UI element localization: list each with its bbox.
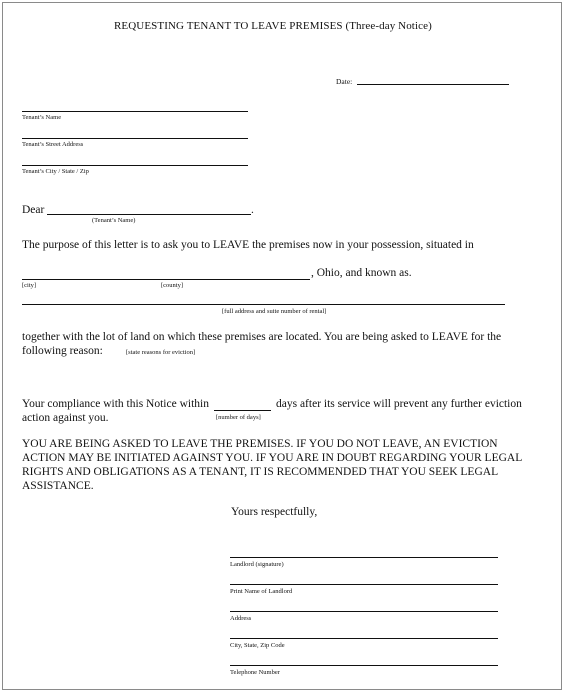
- tenant-name-label: Tenant’s Name: [22, 114, 62, 121]
- landlord-signature-label: Landlord (signature): [230, 561, 284, 568]
- compliance-line-2: action against you.: [22, 412, 109, 424]
- tenant-name-field[interactable]: [22, 111, 248, 112]
- warning-line-1: YOU ARE BEING ASKED TO LEAVE THE PREMISES. IF YOU DO NOT LEAVE, AN EVICTION: [22, 438, 498, 450]
- warning-line-2: ACTION MAY BE INITIATED AGAINST YOU. IF YOU ARE IN DOUBT REGARDING YOUR LEGAL: [22, 452, 523, 464]
- county-caption: [county]: [161, 282, 184, 289]
- landlord-signature-field[interactable]: [230, 557, 498, 558]
- together-line-1: together with the lot of land on which these premises are located. You are being asked to LEAVE for the: [22, 331, 502, 343]
- tenant-street-field[interactable]: [22, 138, 248, 139]
- compliance-text-1: Your compliance with this Notice within: [22, 398, 209, 410]
- together-line-2: following reason:: [22, 345, 103, 357]
- closing-text: Yours respectfully,: [231, 506, 318, 518]
- dear-salutation: Dear: [22, 204, 45, 216]
- landlord-address-label: Address: [230, 615, 252, 622]
- dear-caption: (Tenant’s Name): [92, 217, 136, 224]
- dear-name-field[interactable]: [47, 214, 251, 215]
- compliance-text-2: days after its service will prevent any further eviction: [276, 398, 522, 410]
- warning-line-4: ASSISTANCE.: [22, 480, 94, 492]
- city-county-field[interactable]: [22, 279, 310, 280]
- city-caption: [city]: [22, 282, 37, 289]
- date-field[interactable]: [357, 84, 509, 85]
- telephone-field[interactable]: [230, 665, 498, 666]
- purpose-text: The purpose of this letter is to ask you to LEAVE the premises now in your possession, situated in: [22, 239, 474, 251]
- tenant-street-label: Tenant’s Street Address: [22, 141, 84, 148]
- document-title: REQUESTING TENANT TO LEAVE PREMISES (Three-day Notice): [114, 20, 432, 32]
- tenant-city-label: Tenant’s City / State / Zip: [22, 168, 89, 175]
- print-name-label: Print Name of Landlord: [230, 588, 293, 595]
- address-caption: [full address and suite number of rental]: [222, 308, 327, 315]
- warning-line-3: RIGHTS AND OBLIGATIONS AS A TENANT, IT IS RECOMMENDED THAT YOU SEEK LEGAL: [22, 466, 499, 478]
- landlord-address-field[interactable]: [230, 611, 498, 612]
- reason-caption: [state reasons for eviction]: [126, 349, 196, 356]
- ohio-text: , Ohio, and known as.: [311, 267, 412, 279]
- telephone-label: Telephone Number: [230, 669, 280, 676]
- dear-period: .: [251, 204, 254, 216]
- date-label: Date:: [336, 77, 353, 86]
- landlord-city-field[interactable]: [230, 638, 498, 639]
- full-address-field[interactable]: [22, 304, 505, 305]
- days-field[interactable]: [214, 410, 271, 411]
- landlord-city-label: City, State, Zip Code: [230, 642, 285, 649]
- print-name-field[interactable]: [230, 584, 498, 585]
- tenant-city-field[interactable]: [22, 165, 248, 166]
- days-caption: [number of days]: [216, 414, 261, 421]
